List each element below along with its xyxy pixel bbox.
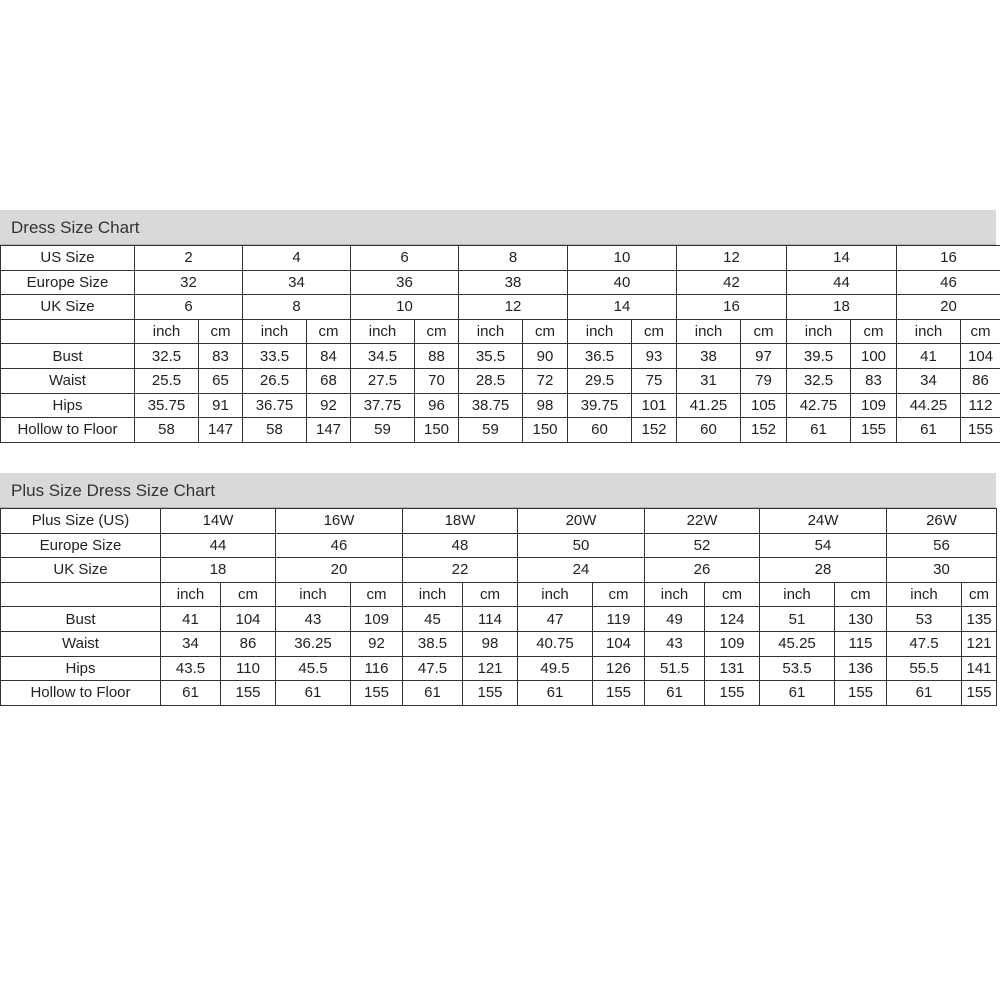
measurement-value: 38.5 — [403, 631, 463, 656]
measurement-value: 51 — [760, 607, 835, 632]
unit-cm-cell: cm — [463, 582, 518, 607]
measurement-value: 98 — [463, 631, 518, 656]
uk-size-cell: 8 — [243, 295, 351, 320]
unit-inch-cell: inch — [677, 319, 741, 344]
europe-size-cell: 42 — [677, 270, 787, 295]
measurement-value: 135 — [962, 607, 997, 632]
table-row — [1, 607, 997, 632]
europe-size-cell: 46 — [897, 270, 1000, 295]
measurement-value: 126 — [593, 656, 645, 681]
measurement-value: 59 — [459, 418, 523, 443]
us-size-cell: 14 — [787, 246, 897, 271]
measurement-value: 39.75 — [568, 393, 632, 418]
measurement-value: 96 — [415, 393, 459, 418]
unit-inch-cell: inch — [276, 582, 351, 607]
measurement-value: 90 — [523, 344, 568, 369]
measurement-value: 59 — [351, 418, 415, 443]
measurement-value: 34 — [161, 631, 221, 656]
measurement-value: 115 — [835, 631, 887, 656]
us-size-label: Plus Size (US) — [1, 509, 161, 534]
us-size-label: US Size — [1, 246, 135, 271]
measurement-value: 45.5 — [276, 656, 351, 681]
unit-cm-cell: cm — [632, 319, 677, 344]
measurement-value: 83 — [851, 368, 897, 393]
europe-size-cell: 34 — [243, 270, 351, 295]
measurement-value: 93 — [632, 344, 677, 369]
measurement-value: 114 — [463, 607, 518, 632]
measurement-value: 68 — [307, 368, 351, 393]
measurement-value: 104 — [221, 607, 276, 632]
unit-inch-cell: inch — [787, 319, 851, 344]
measurement-value: 147 — [307, 418, 351, 443]
measurement-value: 152 — [741, 418, 787, 443]
measurement-value: 61 — [787, 418, 851, 443]
us-size-row — [1, 509, 997, 534]
us-size-cell: 22W — [645, 509, 760, 534]
table-row — [1, 368, 1000, 393]
uk-size-cell: 12 — [459, 295, 568, 320]
measurement-value: 58 — [243, 418, 307, 443]
measurement-value: 155 — [961, 418, 1000, 443]
unit-cm-cell: cm — [835, 582, 887, 607]
measurement-value: 152 — [632, 418, 677, 443]
measurement-label: Bust — [1, 607, 161, 632]
measurement-value: 75 — [632, 368, 677, 393]
unit-inch-cell: inch — [568, 319, 632, 344]
measurement-value: 130 — [835, 607, 887, 632]
measurement-value: 121 — [463, 656, 518, 681]
europe-size-cell: 36 — [351, 270, 459, 295]
measurement-value: 34.5 — [351, 344, 415, 369]
measurement-value: 60 — [677, 418, 741, 443]
measurement-value: 40.75 — [518, 631, 593, 656]
us-size-cell: 2 — [135, 246, 243, 271]
measurement-label: Hollow to Floor — [1, 418, 135, 443]
europe-size-cell: 46 — [276, 533, 403, 558]
measurement-label: Waist — [1, 631, 161, 656]
unit-cm-cell: cm — [199, 319, 243, 344]
measurement-value: 121 — [962, 631, 997, 656]
unit-inch-cell: inch — [518, 582, 593, 607]
europe-size-cell: 56 — [887, 533, 997, 558]
measurement-value: 61 — [887, 681, 962, 706]
uk-size-cell: 18 — [787, 295, 897, 320]
europe-size-label: Europe Size — [1, 533, 161, 558]
table-row — [1, 681, 997, 706]
measurement-value: 42.75 — [787, 393, 851, 418]
uk-size-cell: 28 — [760, 558, 887, 583]
measurement-value: 36.25 — [276, 631, 351, 656]
measurement-value: 29.5 — [568, 368, 632, 393]
measurement-value: 34 — [897, 368, 961, 393]
measurement-value: 38.75 — [459, 393, 523, 418]
measurement-value: 60 — [568, 418, 632, 443]
measurement-value: 104 — [593, 631, 645, 656]
measurement-value: 141 — [962, 656, 997, 681]
unit-inch-cell: inch — [161, 582, 221, 607]
dress-size-table — [0, 245, 1000, 443]
measurement-value: 31 — [677, 368, 741, 393]
measurement-value: 61 — [645, 681, 705, 706]
us-size-cell: 16W — [276, 509, 403, 534]
measurement-value: 33.5 — [243, 344, 307, 369]
measurement-value: 45.25 — [760, 631, 835, 656]
measurement-value: 47 — [518, 607, 593, 632]
measurement-value: 49 — [645, 607, 705, 632]
measurement-value: 43 — [645, 631, 705, 656]
measurement-value: 25.5 — [135, 368, 199, 393]
dress-size-chart-title: Dress Size Chart — [0, 210, 996, 245]
unit-cm-cell: cm — [741, 319, 787, 344]
plus-size-chart — [0, 473, 997, 706]
measurement-value: 49.5 — [518, 656, 593, 681]
measurement-value: 112 — [961, 393, 1000, 418]
measurement-value: 155 — [962, 681, 997, 706]
uk-size-cell: 30 — [887, 558, 997, 583]
measurement-value: 32.5 — [135, 344, 199, 369]
measurement-value: 55.5 — [887, 656, 962, 681]
measurement-value: 61 — [161, 681, 221, 706]
measurement-value: 100 — [851, 344, 897, 369]
measurement-value: 86 — [961, 368, 1000, 393]
measurement-value: 155 — [593, 681, 645, 706]
europe-size-cell: 40 — [568, 270, 677, 295]
dress-size-chart — [0, 210, 1000, 443]
measurement-value: 92 — [307, 393, 351, 418]
unit-cm-cell: cm — [961, 319, 1000, 344]
us-size-cell: 6 — [351, 246, 459, 271]
measurement-value: 61 — [276, 681, 351, 706]
measurement-value: 155 — [463, 681, 518, 706]
measurement-value: 150 — [415, 418, 459, 443]
uk-size-cell: 26 — [645, 558, 760, 583]
measurement-label: Hips — [1, 393, 135, 418]
measurement-label: Bust — [1, 344, 135, 369]
uk-size-cell: 22 — [403, 558, 518, 583]
unit-cm-cell: cm — [307, 319, 351, 344]
measurement-value: 61 — [897, 418, 961, 443]
uk-size-cell: 6 — [135, 295, 243, 320]
us-size-cell: 20W — [518, 509, 645, 534]
measurement-value: 35.75 — [135, 393, 199, 418]
measurement-value: 41.25 — [677, 393, 741, 418]
measurement-value: 105 — [741, 393, 787, 418]
measurement-value: 109 — [851, 393, 897, 418]
unit-inch-cell: inch — [403, 582, 463, 607]
measurement-value: 26.5 — [243, 368, 307, 393]
measurement-value: 27.5 — [351, 368, 415, 393]
us-size-cell: 12 — [677, 246, 787, 271]
measurement-value: 84 — [307, 344, 351, 369]
measurement-value: 98 — [523, 393, 568, 418]
europe-size-cell: 54 — [760, 533, 887, 558]
europe-size-row — [1, 270, 1000, 295]
europe-size-cell: 32 — [135, 270, 243, 295]
measurement-value: 131 — [705, 656, 760, 681]
measurement-value: 155 — [705, 681, 760, 706]
unit-row-blank — [1, 319, 135, 344]
unit-inch-cell: inch — [243, 319, 307, 344]
unit-cm-cell: cm — [523, 319, 568, 344]
measurement-value: 91 — [199, 393, 243, 418]
measurement-value: 43 — [276, 607, 351, 632]
measurement-label: Hollow to Floor — [1, 681, 161, 706]
measurement-value: 119 — [593, 607, 645, 632]
uk-size-row — [1, 558, 997, 583]
us-size-cell: 18W — [403, 509, 518, 534]
measurement-value: 61 — [760, 681, 835, 706]
measurement-value: 104 — [961, 344, 1000, 369]
plus-size-chart-title: Plus Size Dress Size Chart — [0, 473, 996, 508]
measurement-value: 53.5 — [760, 656, 835, 681]
us-size-cell: 14W — [161, 509, 276, 534]
measurement-value: 41 — [897, 344, 961, 369]
europe-size-label: Europe Size — [1, 270, 135, 295]
measurement-value: 32.5 — [787, 368, 851, 393]
unit-cm-cell: cm — [962, 582, 997, 607]
measurement-value: 110 — [221, 656, 276, 681]
table-row — [1, 393, 1000, 418]
measurement-value: 58 — [135, 418, 199, 443]
us-size-cell: 24W — [760, 509, 887, 534]
europe-size-cell: 38 — [459, 270, 568, 295]
measurement-value: 45 — [403, 607, 463, 632]
unit-cm-cell: cm — [705, 582, 760, 607]
unit-row — [1, 582, 997, 607]
unit-cm-cell: cm — [351, 582, 403, 607]
measurement-value: 72 — [523, 368, 568, 393]
uk-size-label: UK Size — [1, 295, 135, 320]
unit-row — [1, 319, 1000, 344]
uk-size-cell: 24 — [518, 558, 645, 583]
uk-size-cell: 16 — [677, 295, 787, 320]
measurement-value: 116 — [351, 656, 403, 681]
plus-size-table — [0, 508, 997, 706]
measurement-value: 36.5 — [568, 344, 632, 369]
unit-inch-cell: inch — [760, 582, 835, 607]
measurement-label: Hips — [1, 656, 161, 681]
measurement-value: 65 — [199, 368, 243, 393]
us-size-cell: 26W — [887, 509, 997, 534]
measurement-value: 155 — [851, 418, 897, 443]
measurement-value: 86 — [221, 631, 276, 656]
measurement-value: 38 — [677, 344, 741, 369]
measurement-value: 43.5 — [161, 656, 221, 681]
unit-row-blank — [1, 582, 161, 607]
europe-size-cell: 44 — [161, 533, 276, 558]
measurement-value: 37.75 — [351, 393, 415, 418]
unit-inch-cell: inch — [887, 582, 962, 607]
unit-inch-cell: inch — [897, 319, 961, 344]
measurement-value: 92 — [351, 631, 403, 656]
measurement-value: 155 — [221, 681, 276, 706]
measurement-value: 155 — [351, 681, 403, 706]
unit-inch-cell: inch — [135, 319, 199, 344]
us-size-cell: 8 — [459, 246, 568, 271]
measurement-value: 155 — [835, 681, 887, 706]
measurement-value: 61 — [403, 681, 463, 706]
measurement-value: 88 — [415, 344, 459, 369]
us-size-cell: 16 — [897, 246, 1000, 271]
uk-size-cell: 10 — [351, 295, 459, 320]
measurement-value: 36.75 — [243, 393, 307, 418]
europe-size-cell: 50 — [518, 533, 645, 558]
measurement-value: 124 — [705, 607, 760, 632]
uk-size-row — [1, 295, 1000, 320]
measurement-value: 79 — [741, 368, 787, 393]
measurement-value: 51.5 — [645, 656, 705, 681]
unit-inch-cell: inch — [351, 319, 415, 344]
measurement-value: 136 — [835, 656, 887, 681]
measurement-value: 61 — [518, 681, 593, 706]
measurement-value: 47.5 — [403, 656, 463, 681]
europe-size-row — [1, 533, 997, 558]
unit-cm-cell: cm — [221, 582, 276, 607]
unit-inch-cell: inch — [645, 582, 705, 607]
europe-size-cell: 44 — [787, 270, 897, 295]
us-size-row — [1, 246, 1000, 271]
measurement-value: 70 — [415, 368, 459, 393]
table-row — [1, 418, 1000, 443]
unit-cm-cell: cm — [593, 582, 645, 607]
measurement-value: 39.5 — [787, 344, 851, 369]
us-size-cell: 4 — [243, 246, 351, 271]
measurement-value: 47.5 — [887, 631, 962, 656]
us-size-cell: 10 — [568, 246, 677, 271]
measurement-value: 147 — [199, 418, 243, 443]
unit-inch-cell: inch — [459, 319, 523, 344]
table-row — [1, 344, 1000, 369]
table-row — [1, 631, 997, 656]
measurement-value: 28.5 — [459, 368, 523, 393]
measurement-value: 150 — [523, 418, 568, 443]
unit-cm-cell: cm — [851, 319, 897, 344]
measurement-value: 44.25 — [897, 393, 961, 418]
uk-size-cell: 18 — [161, 558, 276, 583]
measurement-value: 101 — [632, 393, 677, 418]
measurement-value: 97 — [741, 344, 787, 369]
measurement-value: 109 — [705, 631, 760, 656]
table-row — [1, 656, 997, 681]
europe-size-cell: 52 — [645, 533, 760, 558]
measurement-value: 83 — [199, 344, 243, 369]
measurement-value: 41 — [161, 607, 221, 632]
measurement-value: 109 — [351, 607, 403, 632]
uk-size-cell: 20 — [897, 295, 1000, 320]
measurement-value: 35.5 — [459, 344, 523, 369]
europe-size-cell: 48 — [403, 533, 518, 558]
uk-size-cell: 14 — [568, 295, 677, 320]
uk-size-label: UK Size — [1, 558, 161, 583]
unit-cm-cell: cm — [415, 319, 459, 344]
uk-size-cell: 20 — [276, 558, 403, 583]
measurement-value: 53 — [887, 607, 962, 632]
measurement-label: Waist — [1, 368, 135, 393]
